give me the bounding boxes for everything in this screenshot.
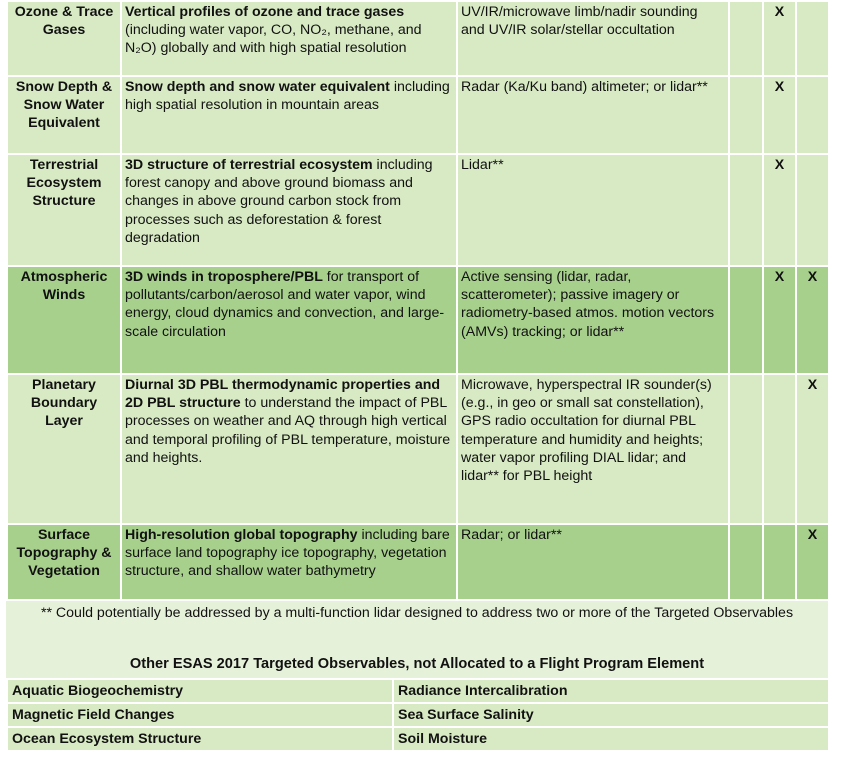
description-lead: High-resolution global topography (125, 527, 358, 543)
observable-row (7, 524, 829, 600)
allocation-mark: X (763, 76, 796, 154)
footnote: ** Could potentially be addressed by a multi-function lidar designed to address two or more of the Targeted Observables (6, 601, 828, 627)
allocation-mark: X (796, 266, 829, 374)
observable-description (121, 154, 457, 266)
other-observable-item: Sea Surface Salinity (393, 703, 829, 727)
observable-name: Snow Depth & Snow Water Equivalent (7, 76, 121, 154)
allocation-mark: X (763, 154, 796, 266)
other-observables-row (7, 727, 829, 751)
observables-table (6, 0, 830, 601)
measurement-approach: Microwave, hyperspectral IR sounder(s) (e.g., in geo or small sat constellation), GPS radio occultation for diurnal PBL temperature and humidity and heights; water vapor profiling DIAL lidar; and lidar** for PBL height (457, 374, 729, 524)
allocation-mark (729, 374, 763, 524)
allocation-mark (796, 154, 829, 266)
observable-name: Ozone & Trace Gases (7, 1, 121, 76)
other-observable-item: Ocean Ecosystem Structure (7, 727, 393, 751)
other-observables-row (7, 703, 829, 727)
other-observables-row (7, 679, 829, 703)
allocation-mark (729, 524, 763, 600)
other-observables-table (6, 678, 830, 752)
allocation-mark (763, 374, 796, 524)
description-detail: including bare surface land topography ice topography, vegetation structure, and shallow water bathymetry (125, 527, 450, 580)
observable-description (121, 374, 457, 524)
measurement-approach: Lidar** (457, 154, 729, 266)
observable-row (7, 154, 829, 266)
measurement-approach: Active sensing (lidar, radar, scatterometer); passive imagery or radiometry-based atmos. motion vectors (AMVs) tracking; or lidar** (457, 266, 729, 374)
observable-description (121, 524, 457, 600)
description-lead: Snow depth and snow water equivalent (125, 79, 390, 95)
targeted-observables-document (6, 0, 828, 752)
observable-name: Atmospheric Winds (7, 266, 121, 374)
allocation-mark (796, 76, 829, 154)
description-lead: 3D winds in troposphere/PBL (125, 269, 323, 285)
other-observable-item: Aquatic Biogeochemistry (7, 679, 393, 703)
observable-description (121, 76, 457, 154)
other-observables-heading: Other ESAS 2017 Targeted Observables, not Allocated to a Flight Program Element (6, 651, 828, 678)
description-detail: including high spatial resolution in mountain areas (125, 79, 450, 114)
allocation-mark: X (763, 266, 796, 374)
description-detail: to understand the impact of PBL processes on weather and AQ through high vertical and temporal profiling of PBL temperature, moisture and heights. (125, 395, 451, 466)
observable-description (121, 266, 457, 374)
measurement-approach: Radar; or lidar** (457, 524, 729, 600)
other-observable-item: Magnetic Field Changes (7, 703, 393, 727)
allocation-mark (763, 524, 796, 600)
observable-name: Surface Topography & Vegetation (7, 524, 121, 600)
allocation-mark: X (763, 1, 796, 76)
allocation-mark (729, 266, 763, 374)
allocation-mark (729, 154, 763, 266)
allocation-mark (796, 1, 829, 76)
allocation-mark (729, 1, 763, 76)
observable-row (7, 374, 829, 524)
observable-description (121, 1, 457, 76)
observable-row (7, 266, 829, 374)
other-observable-item: Soil Moisture (393, 727, 829, 751)
allocation-mark: X (796, 374, 829, 524)
observable-row (7, 76, 829, 154)
description-lead: 3D structure of terrestrial ecosystem (125, 157, 373, 173)
description-detail: for transport of pollutants/carbon/aerosol and water vapor, wind energy, cloud dynamics and convection, and large-scale circulation (125, 269, 445, 340)
observable-row (7, 1, 829, 76)
allocation-mark (729, 76, 763, 154)
spacer (6, 627, 828, 651)
description-lead: Vertical profiles of ozone and trace gases (125, 4, 405, 20)
description-detail: (including water vapor, CO, NO₂, methane, and N₂O) globally and with high spatial resolution (125, 22, 422, 57)
description-lead: Diurnal 3D PBL thermodynamic properties and 2D PBL structure (125, 377, 441, 412)
observable-name: Terrestrial Ecosystem Structure (7, 154, 121, 266)
measurement-approach: UV/IR/microwave limb/nadir sounding and UV/IR solar/stellar occultation (457, 1, 729, 76)
other-observable-item: Radiance Intercalibration (393, 679, 829, 703)
description-detail: including forest canopy and above ground biomass and changes in above ground carbon stock from processes such as deforestation & forest degradation (125, 157, 433, 246)
measurement-approach: Radar (Ka/Ku band) altimeter; or lidar** (457, 76, 729, 154)
observable-name: Planetary Boundary Layer (7, 374, 121, 524)
allocation-mark: X (796, 524, 829, 600)
